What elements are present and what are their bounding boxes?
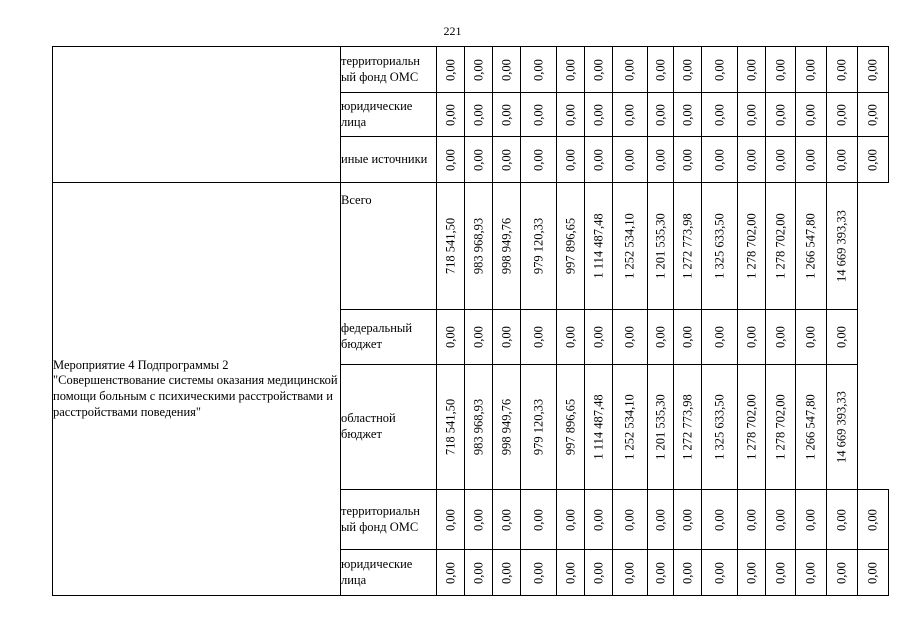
amount-value: 0,00 bbox=[471, 326, 485, 348]
amount-value: 0,00 bbox=[499, 148, 513, 171]
amount-cell bbox=[521, 310, 557, 365]
amount-value: 0,00 bbox=[471, 508, 485, 531]
amount-cell bbox=[738, 47, 766, 93]
amount-value: 0,00 bbox=[471, 148, 485, 171]
amount-cell bbox=[585, 310, 613, 365]
amount-value: 0,00 bbox=[653, 58, 667, 81]
amount-value: 998 949,76 bbox=[499, 398, 513, 456]
amount-cell bbox=[858, 47, 889, 93]
amount-cell bbox=[613, 310, 648, 365]
amount-value: 0,00 bbox=[591, 148, 605, 171]
amount-cell bbox=[702, 183, 738, 310]
amount-cell bbox=[437, 137, 465, 183]
amount-cell bbox=[796, 47, 827, 93]
amount-cell bbox=[738, 490, 766, 550]
amount-value: 0,00 bbox=[499, 508, 513, 531]
amount-value: 0,00 bbox=[499, 103, 513, 126]
amount-value: 0,00 bbox=[622, 58, 637, 81]
amount-cell bbox=[827, 47, 858, 93]
amount-value: 0,00 bbox=[865, 508, 880, 531]
amount-cell bbox=[766, 93, 796, 137]
amount-value: 0,00 bbox=[443, 561, 457, 584]
amount-cell bbox=[674, 365, 702, 490]
amount-cell bbox=[437, 490, 465, 550]
amount-cell bbox=[766, 365, 796, 490]
amount-cell bbox=[557, 550, 585, 596]
amount-cell bbox=[796, 310, 827, 365]
amount-cell bbox=[702, 93, 738, 137]
table-row bbox=[53, 47, 889, 93]
amount-value: 0,00 bbox=[773, 561, 787, 584]
amount-cell bbox=[766, 183, 796, 310]
amount-value: 979 120,33 bbox=[531, 398, 545, 456]
amount-cell bbox=[585, 183, 613, 310]
amount-value: 0,00 bbox=[563, 508, 577, 531]
amount-cell bbox=[493, 365, 521, 490]
amount-cell bbox=[613, 490, 648, 550]
amount-cell bbox=[827, 137, 858, 183]
amount-cell bbox=[585, 47, 613, 93]
amount-value: 14 669 393,33 bbox=[834, 210, 849, 282]
amount-value: 0,00 bbox=[471, 103, 485, 126]
amount-cell bbox=[766, 550, 796, 596]
funding-table bbox=[52, 46, 889, 596]
amount-value: 0,00 bbox=[865, 103, 880, 126]
amount-cell bbox=[858, 490, 889, 550]
amount-value: 1 272 773,98 bbox=[680, 213, 694, 279]
amount-cell bbox=[827, 490, 858, 550]
amount-cell bbox=[648, 365, 674, 490]
amount-cell bbox=[613, 183, 648, 310]
amount-value: 0,00 bbox=[744, 561, 758, 584]
amount-value: 0,00 bbox=[622, 561, 637, 584]
amount-cell bbox=[437, 47, 465, 93]
amount-cell bbox=[648, 183, 674, 310]
amount-value: 0,00 bbox=[803, 103, 818, 126]
amount-value: 0,00 bbox=[865, 58, 880, 81]
amount-cell bbox=[557, 47, 585, 93]
amount-cell bbox=[702, 550, 738, 596]
amount-cell bbox=[493, 93, 521, 137]
amount-value: 0,00 bbox=[563, 58, 577, 81]
amount-value: 1 114 487,48 bbox=[591, 394, 605, 460]
amount-value: 0,00 bbox=[773, 103, 787, 126]
amount-cell bbox=[674, 93, 702, 137]
amount-cell bbox=[465, 310, 493, 365]
amount-cell bbox=[738, 183, 766, 310]
amount-value: 0,00 bbox=[773, 326, 787, 348]
amount-cell bbox=[702, 47, 738, 93]
amount-value: 0,00 bbox=[834, 561, 849, 584]
amount-cell bbox=[827, 183, 858, 310]
amount-value: 983 968,93 bbox=[471, 217, 485, 275]
amount-cell bbox=[493, 310, 521, 365]
table-body bbox=[53, 47, 889, 596]
amount-value: 0,00 bbox=[499, 58, 513, 81]
amount-cell bbox=[796, 183, 827, 310]
amount-value: 0,00 bbox=[744, 326, 758, 348]
amount-value: 0,00 bbox=[712, 58, 726, 81]
amount-value: 1 266 547,80 bbox=[803, 394, 818, 460]
amount-value: 0,00 bbox=[834, 58, 849, 81]
amount-cell bbox=[585, 93, 613, 137]
amount-cell bbox=[493, 137, 521, 183]
amount-cell bbox=[796, 93, 827, 137]
amount-value: 0,00 bbox=[443, 148, 457, 171]
amount-cell bbox=[766, 310, 796, 365]
amount-cell bbox=[521, 490, 557, 550]
amount-value: 0,00 bbox=[622, 508, 637, 531]
amount-value: 998 949,76 bbox=[499, 217, 513, 275]
amount-value: 0,00 bbox=[680, 508, 694, 531]
amount-value: 0,00 bbox=[803, 508, 818, 531]
amount-value: 0,00 bbox=[471, 58, 485, 81]
amount-value: 0,00 bbox=[531, 148, 545, 171]
amount-value: 0,00 bbox=[773, 508, 787, 531]
amount-value: 0,00 bbox=[712, 148, 726, 171]
amount-cell bbox=[766, 490, 796, 550]
amount-cell bbox=[648, 550, 674, 596]
amount-value: 0,00 bbox=[803, 58, 818, 81]
amount-cell bbox=[521, 47, 557, 93]
amount-cell bbox=[465, 365, 493, 490]
amount-cell bbox=[493, 47, 521, 93]
amount-cell bbox=[437, 93, 465, 137]
amount-value: 0,00 bbox=[622, 103, 637, 126]
amount-cell bbox=[766, 47, 796, 93]
funding-source-label: территориальн ый фонд ОМС bbox=[341, 490, 437, 550]
amount-value: 718 541,50 bbox=[443, 217, 457, 275]
amount-cell bbox=[858, 93, 889, 137]
amount-cell bbox=[674, 550, 702, 596]
amount-value: 0,00 bbox=[443, 58, 457, 81]
amount-value: 0,00 bbox=[563, 103, 577, 126]
amount-cell bbox=[674, 183, 702, 310]
amount-value: 0,00 bbox=[563, 148, 577, 171]
amount-value: 0,00 bbox=[712, 561, 726, 584]
amount-value: 0,00 bbox=[712, 326, 726, 348]
amount-value: 0,00 bbox=[531, 508, 545, 531]
amount-value: 0,00 bbox=[803, 561, 818, 584]
amount-value: 0,00 bbox=[680, 58, 694, 81]
amount-cell bbox=[702, 365, 738, 490]
amount-cell bbox=[702, 310, 738, 365]
amount-cell bbox=[557, 93, 585, 137]
amount-value: 0,00 bbox=[712, 103, 726, 126]
amount-value: 1 278 702,00 bbox=[744, 213, 758, 279]
amount-value: 979 120,33 bbox=[531, 217, 545, 275]
amount-cell bbox=[648, 490, 674, 550]
amount-cell bbox=[613, 550, 648, 596]
amount-value: 0,00 bbox=[591, 508, 605, 531]
amount-value: 0,00 bbox=[803, 326, 818, 348]
amount-value: 0,00 bbox=[591, 103, 605, 126]
amount-cell bbox=[858, 137, 889, 183]
amount-cell bbox=[521, 183, 557, 310]
amount-cell bbox=[493, 550, 521, 596]
amount-value: 997 896,65 bbox=[563, 398, 577, 456]
funding-source-label: юридические лица bbox=[341, 550, 437, 596]
amount-value: 0,00 bbox=[773, 148, 787, 171]
amount-value: 14 669 393,33 bbox=[834, 391, 849, 463]
amount-value: 0,00 bbox=[865, 561, 880, 584]
amount-cell bbox=[766, 137, 796, 183]
amount-value: 0,00 bbox=[653, 326, 667, 348]
amount-cell bbox=[796, 550, 827, 596]
amount-value: 0,00 bbox=[531, 561, 545, 584]
amount-cell bbox=[493, 183, 521, 310]
amount-value: 1 278 702,00 bbox=[773, 213, 787, 279]
amount-cell bbox=[827, 93, 858, 137]
amount-cell bbox=[437, 310, 465, 365]
amount-value: 0,00 bbox=[591, 561, 605, 584]
amount-cell bbox=[465, 137, 493, 183]
amount-cell bbox=[738, 93, 766, 137]
amount-value: 0,00 bbox=[443, 103, 457, 126]
amount-cell bbox=[585, 137, 613, 183]
amount-value: 1 252 534,10 bbox=[622, 394, 637, 460]
amount-value: 1 114 487,48 bbox=[591, 213, 605, 279]
amount-value: 1 252 534,10 bbox=[622, 213, 637, 279]
amount-cell bbox=[521, 365, 557, 490]
amount-value: 718 541,50 bbox=[443, 398, 457, 456]
amount-value: 0,00 bbox=[653, 148, 667, 171]
amount-value: 0,00 bbox=[865, 148, 880, 171]
amount-cell bbox=[648, 47, 674, 93]
amount-value: 1 278 702,00 bbox=[773, 394, 787, 460]
amount-value: 0,00 bbox=[563, 561, 577, 584]
amount-cell bbox=[674, 490, 702, 550]
amount-cell bbox=[465, 490, 493, 550]
amount-value: 0,00 bbox=[531, 58, 545, 81]
amount-cell bbox=[858, 550, 889, 596]
amount-cell bbox=[827, 310, 858, 365]
amount-cell bbox=[738, 310, 766, 365]
amount-value: 1 266 547,80 bbox=[803, 213, 818, 279]
amount-value: 1 325 633,50 bbox=[712, 394, 726, 460]
amount-cell bbox=[521, 93, 557, 137]
amount-value: 0,00 bbox=[653, 561, 667, 584]
amount-cell bbox=[585, 490, 613, 550]
amount-value: 0,00 bbox=[744, 508, 758, 531]
amount-cell bbox=[557, 137, 585, 183]
amount-value: 0,00 bbox=[563, 326, 577, 348]
amount-value: 0,00 bbox=[531, 326, 545, 348]
amount-cell bbox=[521, 137, 557, 183]
amount-cell bbox=[738, 365, 766, 490]
amount-cell bbox=[465, 47, 493, 93]
amount-cell bbox=[738, 137, 766, 183]
amount-value: 0,00 bbox=[680, 326, 694, 348]
amount-cell bbox=[465, 550, 493, 596]
amount-value: 0,00 bbox=[622, 326, 637, 348]
amount-cell bbox=[702, 137, 738, 183]
amount-value: 1 278 702,00 bbox=[744, 394, 758, 460]
amount-cell bbox=[827, 365, 858, 490]
amount-value: 0,00 bbox=[531, 103, 545, 126]
amount-cell bbox=[648, 93, 674, 137]
amount-value: 1 272 773,98 bbox=[680, 394, 694, 460]
funding-source-label: иные источники bbox=[341, 137, 437, 183]
amount-cell bbox=[557, 310, 585, 365]
amount-value: 0,00 bbox=[680, 148, 694, 171]
amount-cell bbox=[493, 490, 521, 550]
amount-cell bbox=[557, 365, 585, 490]
amount-cell bbox=[585, 550, 613, 596]
amount-cell bbox=[796, 137, 827, 183]
amount-value: 0,00 bbox=[834, 148, 849, 171]
amount-value: 997 896,65 bbox=[563, 217, 577, 275]
amount-cell bbox=[674, 47, 702, 93]
amount-value: 1 201 535,30 bbox=[653, 394, 667, 460]
amount-cell bbox=[465, 93, 493, 137]
amount-cell bbox=[796, 365, 827, 490]
amount-cell bbox=[613, 137, 648, 183]
amount-value: 0,00 bbox=[834, 326, 849, 348]
amount-value: 0,00 bbox=[499, 326, 513, 348]
amount-value: 0,00 bbox=[773, 58, 787, 81]
amount-value: 0,00 bbox=[744, 58, 758, 81]
amount-cell bbox=[557, 183, 585, 310]
funding-source-label: Всего bbox=[341, 183, 437, 310]
amount-value: 0,00 bbox=[834, 103, 849, 126]
event-name-empty bbox=[53, 47, 341, 183]
amount-value: 1 201 535,30 bbox=[653, 213, 667, 279]
amount-cell bbox=[702, 490, 738, 550]
amount-value: 0,00 bbox=[443, 326, 457, 348]
amount-value: 0,00 bbox=[653, 508, 667, 531]
amount-value: 0,00 bbox=[653, 103, 667, 126]
amount-cell bbox=[674, 137, 702, 183]
amount-value: 0,00 bbox=[471, 561, 485, 584]
amount-cell bbox=[827, 550, 858, 596]
table-row bbox=[53, 183, 889, 310]
funding-source-label: территориальн ый фонд ОМС bbox=[341, 47, 437, 93]
amount-value: 0,00 bbox=[680, 103, 694, 126]
amount-value: 0,00 bbox=[443, 508, 457, 531]
amount-cell bbox=[613, 47, 648, 93]
amount-value: 0,00 bbox=[834, 508, 849, 531]
amount-value: 0,00 bbox=[803, 148, 818, 171]
amount-value: 0,00 bbox=[499, 561, 513, 584]
amount-cell bbox=[648, 310, 674, 365]
amount-cell bbox=[738, 550, 766, 596]
amount-cell bbox=[613, 365, 648, 490]
funding-source-label: областной бюджет bbox=[341, 365, 437, 490]
amount-value: 0,00 bbox=[712, 508, 726, 531]
amount-cell bbox=[613, 93, 648, 137]
amount-cell bbox=[648, 137, 674, 183]
amount-cell bbox=[465, 183, 493, 310]
amount-cell bbox=[437, 550, 465, 596]
amount-cell bbox=[437, 183, 465, 310]
funding-source-label: федеральный бюджет bbox=[341, 310, 437, 365]
amount-cell bbox=[674, 310, 702, 365]
page-number: 221 bbox=[443, 24, 462, 38]
amount-value: 983 968,93 bbox=[471, 398, 485, 456]
amount-value: 1 325 633,50 bbox=[712, 213, 726, 279]
amount-cell bbox=[796, 490, 827, 550]
amount-value: 0,00 bbox=[744, 103, 758, 126]
amount-cell bbox=[557, 490, 585, 550]
amount-value: 0,00 bbox=[744, 148, 758, 171]
event-name: Мероприятие 4 Подпрограммы 2 "Совершенствование системы оказания медицинской помощи больным с психическими расстройствами и расстройствами поведения" bbox=[53, 183, 341, 596]
amount-value: 0,00 bbox=[591, 326, 605, 348]
amount-value: 0,00 bbox=[622, 148, 637, 171]
amount-cell bbox=[585, 365, 613, 490]
amount-value: 0,00 bbox=[680, 561, 694, 584]
amount-cell bbox=[437, 365, 465, 490]
funding-source-label: юридические лица bbox=[341, 93, 437, 137]
amount-cell bbox=[521, 550, 557, 596]
amount-value: 0,00 bbox=[591, 58, 605, 81]
